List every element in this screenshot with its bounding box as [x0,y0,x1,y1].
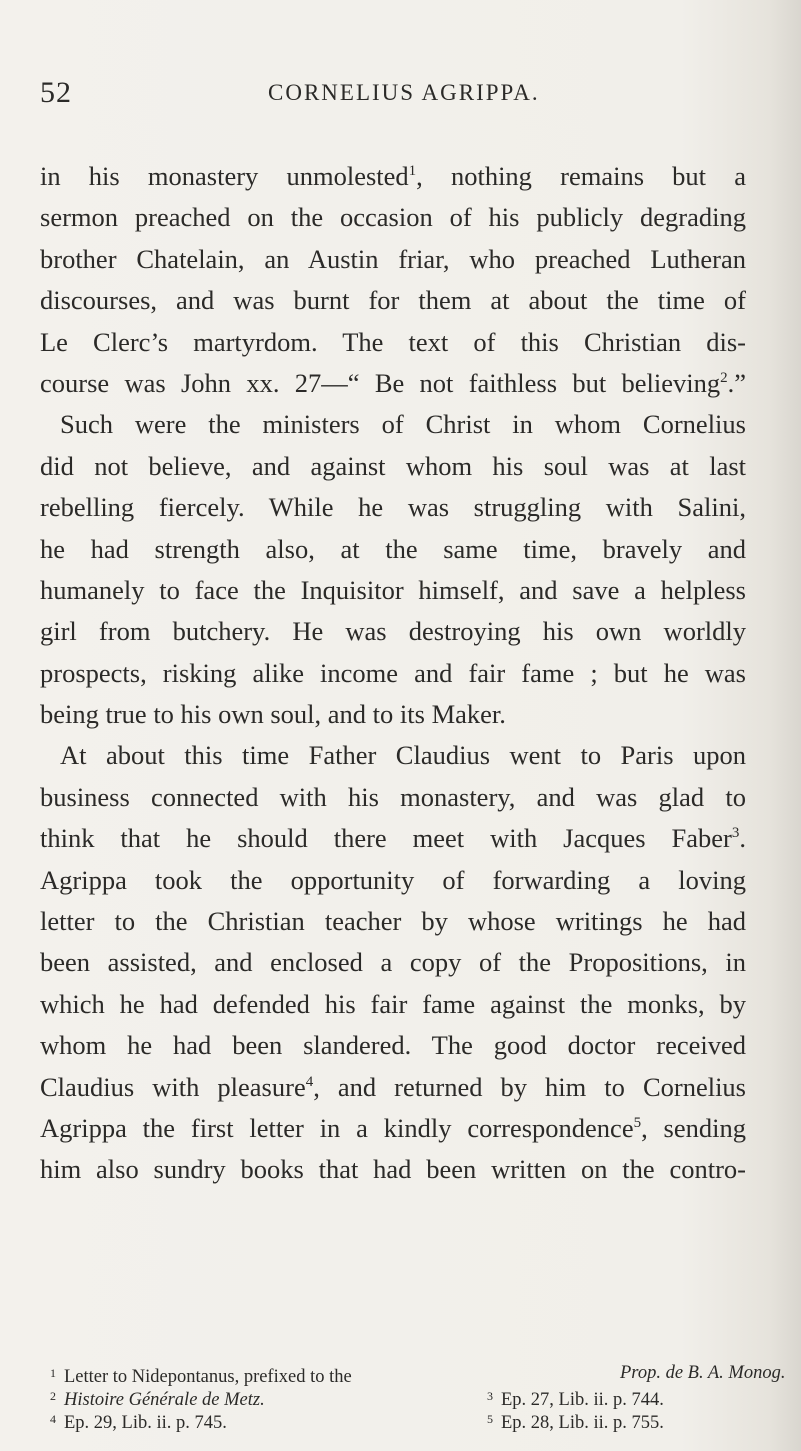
footnote-text: Ep. 27, Lib. ii. p. 744. [501,1390,664,1410]
footnote-text: Ep. 28, Lib. ii. p. 755. [501,1413,664,1433]
body-text [40,156,746,1191]
text-line: Such were the ministers of Christ in whom Cornelius [60,409,746,440]
footnote-marker: 3 [487,1389,493,1403]
footnote-title: Prop. de B. A. Monog. [620,1363,786,1383]
text-line: him also sundry books that had been written on the contro- [40,1154,746,1185]
text-line: being true to his own soul, and to its Maker. [40,699,506,730]
footnote-marker: 5 [487,1412,493,1426]
text-line: prospects, risking alike income and fair fame ; but he was [40,657,746,688]
footnote-title: Histoire Générale de Metz. [64,1390,265,1410]
footnote-4 [50,1408,227,1435]
page-number: 52 [40,76,72,109]
footnote-marker: 1 [50,1366,56,1380]
text-line: At about this time Father Claudius went to Paris upon [60,740,746,771]
footnote-row [50,1408,746,1431]
text-line: whom he had been slandered. The good doctor received [40,1030,746,1061]
text-line: in his monastery unmolested$^1$, nothing remains but a [40,161,746,191]
text-line: Agrippa took the opportunity of forwarding a loving [40,864,746,895]
footnote-reference: 4 [305,1073,314,1090]
text-line: brother Chatelain, an Austin friar, who preached Lutheran [40,243,746,274]
footnote-marker: 4 [50,1412,56,1426]
text-line: girl from butchery. He was destroying his own worldly [40,616,746,647]
text-line: which he had defended his fair fame against the monks, by [40,988,746,1019]
text-line: discourses, and was burnt for them at about the time of [40,285,746,316]
text-line: rebelling fiercely. While he was struggling with Salini, [40,492,746,523]
text-line: he had strength also, at the same time, bravely and [40,533,746,564]
text-line: sermon preached on the occasion of his publicly degrading [40,202,746,233]
footnote-reference: 3 [731,825,740,842]
text-line: business connected with his monastery, and was glad to [40,781,746,812]
footnote-reference: 2 [720,369,728,386]
text-line: think that he should there meet with Jacques Faber$^3$. [40,823,746,854]
footnotes [50,1362,786,1433]
text-line: course was John xx. 27—“ Be not faithless but believing$^2$.” [40,367,746,398]
text-line: humanely to face the Inquisitor himself, and save a helpless [40,574,746,605]
footnote-text: Letter to Nidepontanus, prefixed to the [64,1367,352,1387]
text-line: Claudius with pleasure$^4$, and returned by him to Cornelius [40,1071,746,1102]
footnote-5 [487,1408,664,1435]
text-line: Agrippa the first letter in a kindly correspondence$^5$, sending [40,1112,746,1143]
footnote-text: Ep. 29, Lib. ii. p. 745. [64,1413,227,1433]
footnote-row [50,1362,786,1387]
footnote-reference: 5 [633,1114,642,1131]
page-header [40,76,740,116]
footnote-marker: 2 [50,1389,56,1403]
text-line: Le Clerc’s martyrdom. The text of this Christian dis- [40,326,746,357]
running-head: CORNELIUS AGRIPPA. [268,80,540,105]
text-line: been assisted, and enclosed a copy of the Propositions, in [40,947,746,978]
text-line: letter to the Christian teacher by whose writings he had [40,906,746,937]
footnote-reference: 1 [408,163,417,179]
text-line: did not believe, and against whom his soul was at last [40,450,746,481]
footnote-row [50,1385,746,1408]
